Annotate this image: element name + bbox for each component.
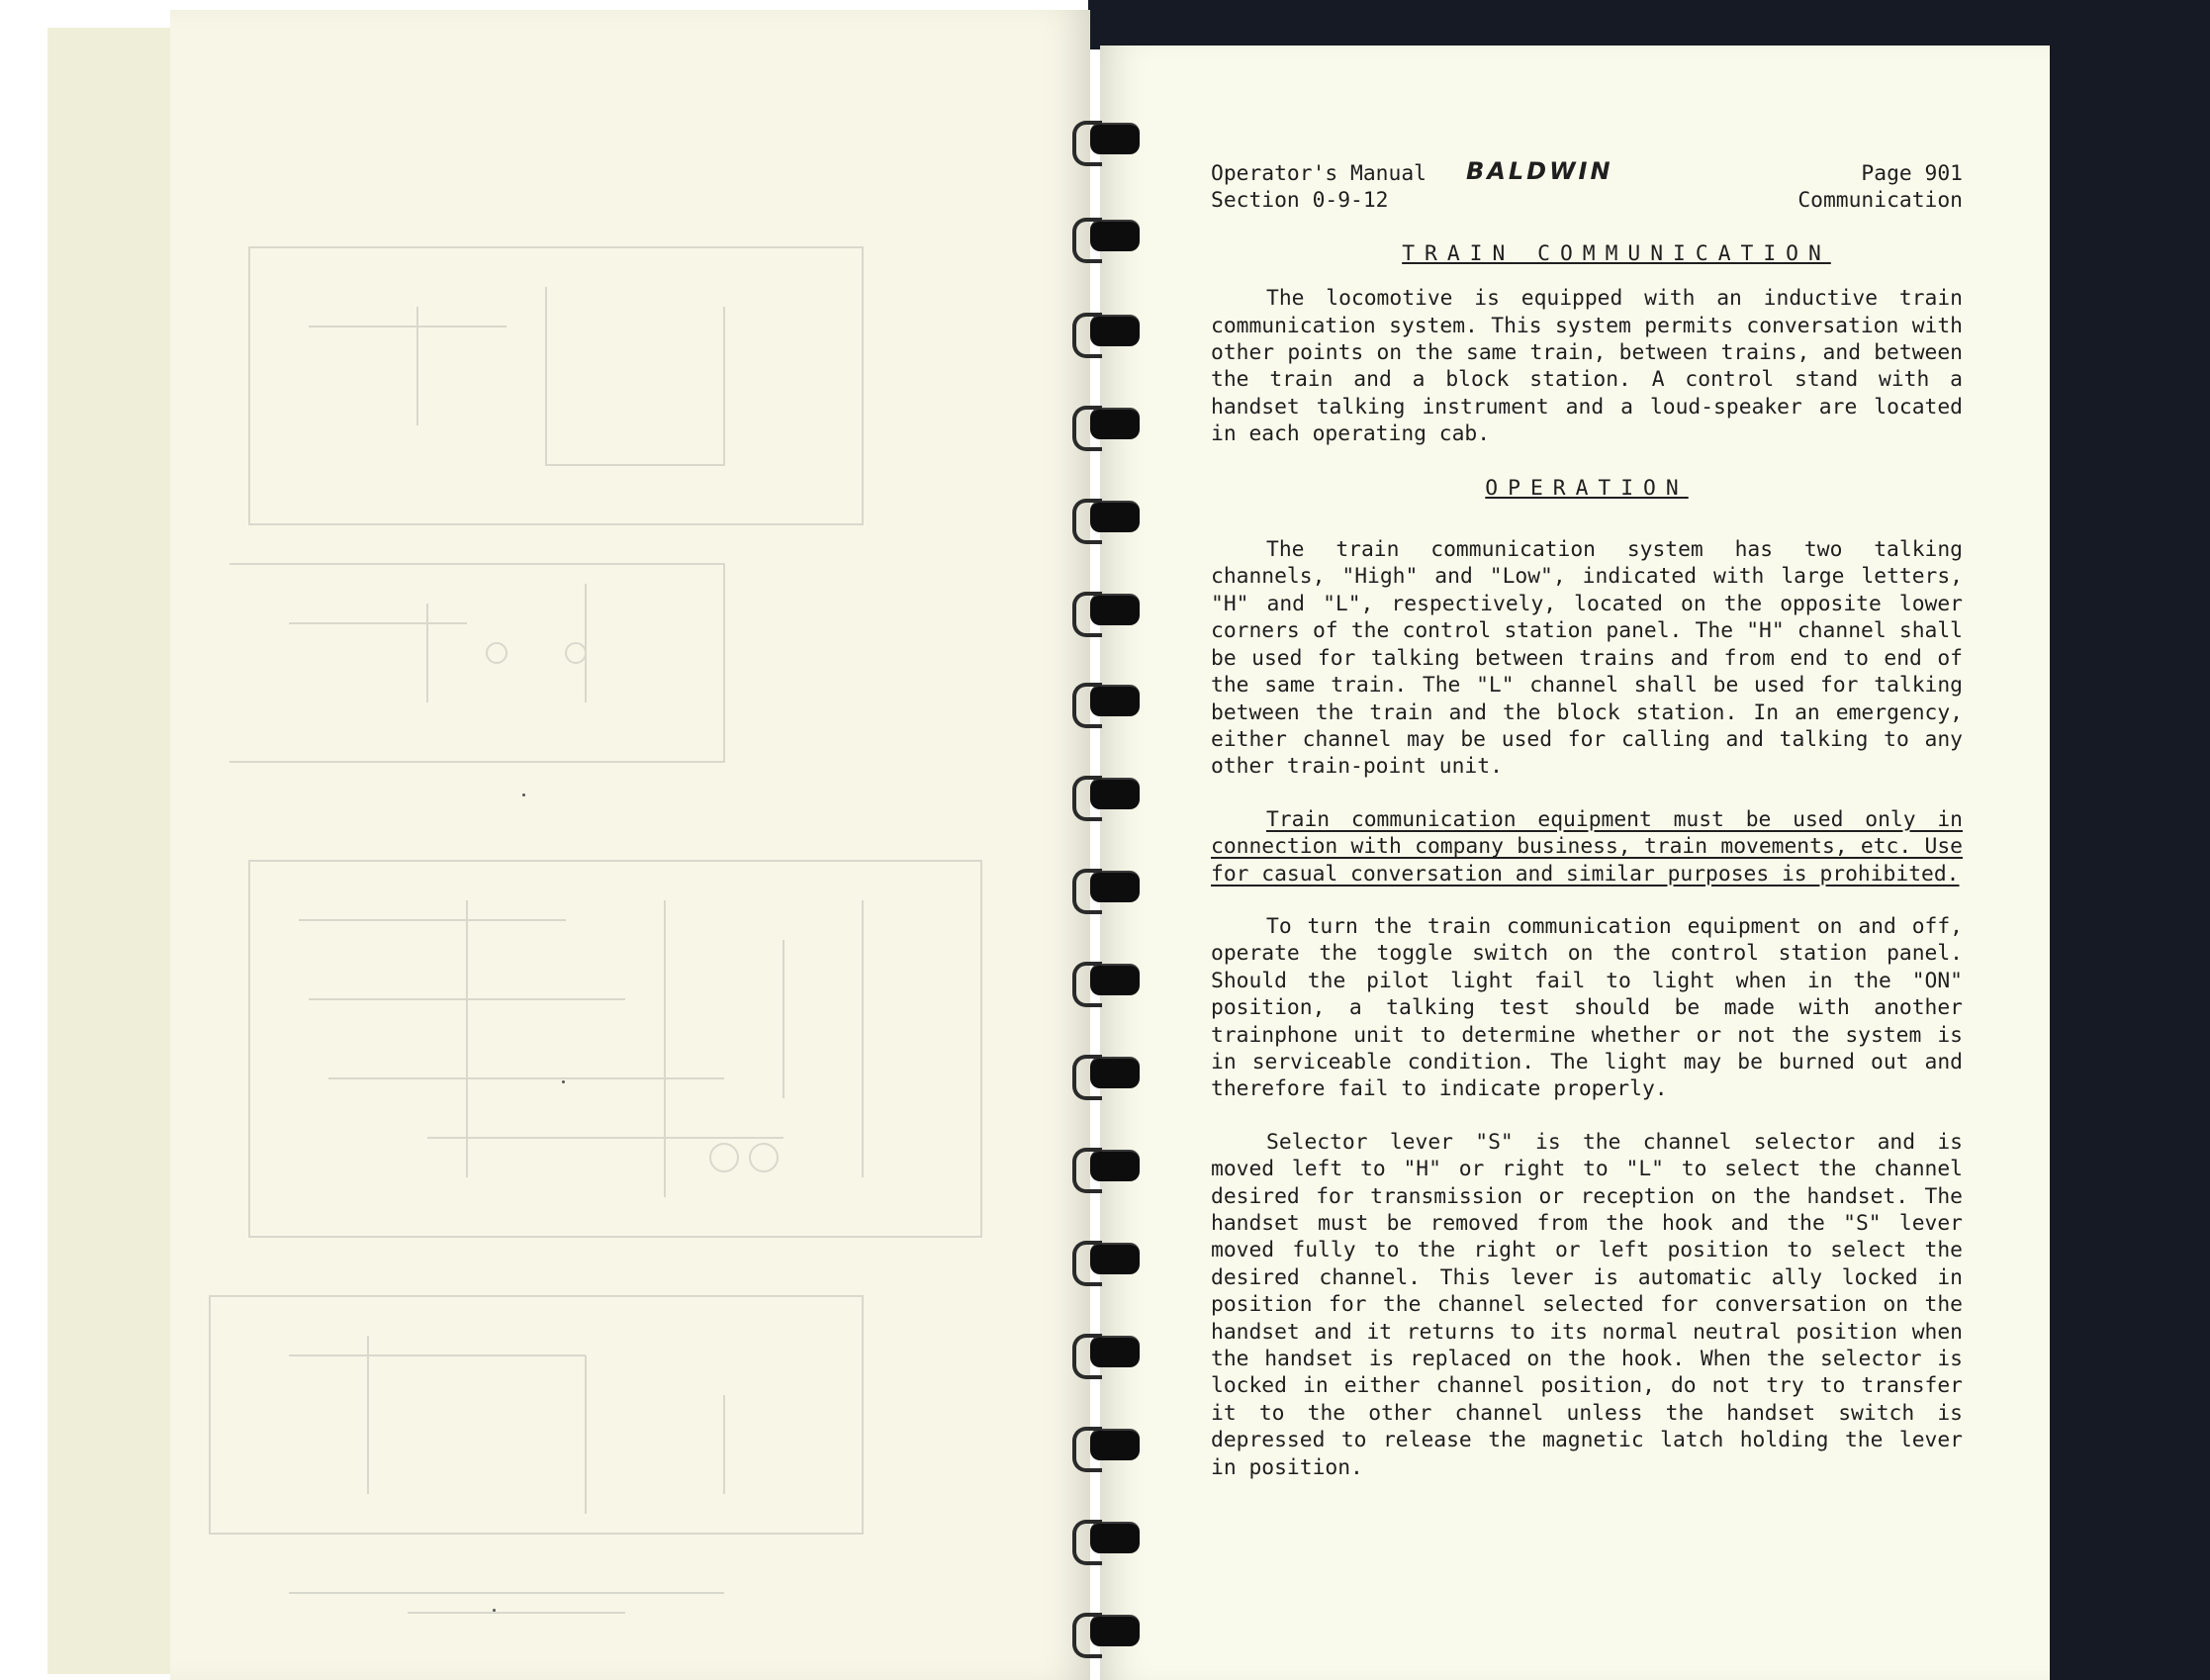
binding-ring [1090,594,1140,625]
header-left [1211,160,1427,215]
binding-ring [1090,315,1140,346]
binding-ring [1090,1615,1140,1646]
left-page [170,10,1090,1680]
page-header [1211,157,1963,215]
manual-title: Operator's Manual [1211,161,1427,186]
section-number: Section 0-9-12 [1211,188,1389,214]
binding-ring [1090,1429,1140,1460]
binding-ring [1090,501,1140,532]
intro-paragraph: The locomotive is equipped with an inductive train communication system. This system permits conversation with other points on the same train, between trains, and between the train and a block station. A control stand with a handset talking instrument and a loud-speaker are located in each operating cab. [1211,286,1963,447]
binding-ring [1090,1057,1140,1088]
binding-ring [1090,1150,1140,1181]
binding-ring [1090,220,1140,251]
binding-ring [1090,1243,1140,1274]
page-text [1211,157,1963,1481]
binding-ring [1090,1336,1140,1367]
bleed-through-schematic [170,10,1090,1680]
binding-ring [1090,1522,1140,1553]
left-page-stack-edge [47,28,177,1674]
header-right [1797,160,1963,215]
binding-ring [1090,871,1140,902]
brand-name: BALDWIN [1465,157,1613,185]
binding-ring [1090,685,1140,716]
binding-ring [1090,123,1140,154]
warning-paragraph: Train communication equipment must be used only in connection with company business, train movements, etc. Use for casual conversation and similar purposes is prohibited. [1211,806,1963,887]
spiral-binding [1059,0,1148,1680]
speck [562,1080,565,1083]
channels-paragraph: The train communication system has two talking channels, "High" and "Low", indicated with large letters, "H" and "L", respectively, located on the opposite lower corners of the control station panel. The "H" channel shall be used for talking between trains and from end to end of the same train. The "L" channel shall be used for talking between the train and the block station. In an emergency, either channel may be used for calling and talking to any other train-point unit. [1211,537,1963,780]
binding-ring [1090,408,1140,439]
speck [493,1609,496,1612]
binding-ring [1090,964,1140,995]
topic-label: Communication [1797,188,1963,214]
selector-paragraph: Selector lever "S" is the channel selector and is moved left to "H" or right to "L" to select the channel desired for transmission or reception on the handset. The handset must be removed from the hook and the "S" lever moved fully to the right or left position to select the desired channel. This lever is automatic ally locked in position for the channel selected for conversation on the handset and it returns to its normal neutral position when the handset is replaced on the hook. When the selector is locked in either channel position, do not try to transfer it to the other channel unless the handset switch is depressed to release the magnetic latch holding the lever in position. [1211,1129,1963,1480]
page-title: TRAIN COMMUNICATION [1402,240,1831,266]
binding-ring [1090,778,1140,809]
power-paragraph: To turn the train communication equipment on and off, operate the toggle switch on the control station panel. Should the pilot light fail to light when in the "ON" position, a talking test should be made with another trainphone unit to determine whether or not the system is in serviceable condition. The light may be burned out and therefore fail to indicate properly. [1211,913,1963,1102]
section-heading: OPERATION [1485,475,1689,501]
speck [522,793,525,796]
page-number: Page 901 [1861,161,1963,186]
